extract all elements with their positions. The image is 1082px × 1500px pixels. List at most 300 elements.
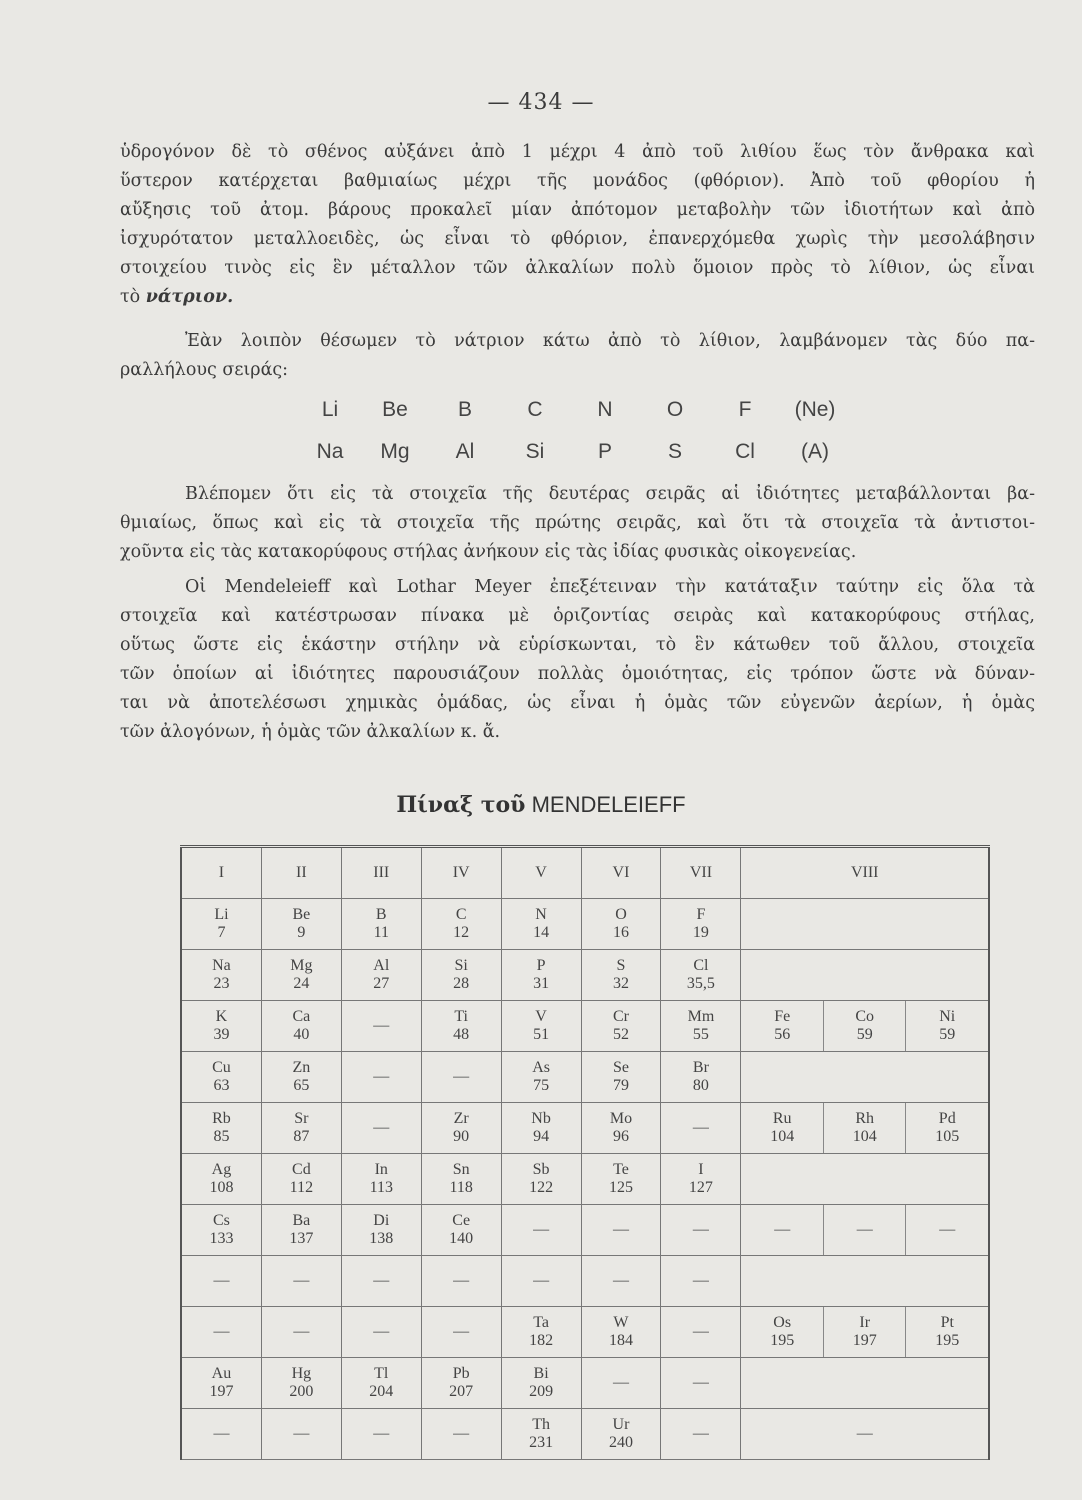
element-symbol: Cr bbox=[612, 1008, 629, 1025]
element-symbol: Ca bbox=[292, 1008, 311, 1025]
group-viii-cell bbox=[741, 1205, 989, 1256]
text-line: αὔξησις τοῦ ἀτομ. βάρους προκαλεῖ μίαν ἀπότομον μεταβολὴν τῶν ἰδιοτήτων καὶ ἀπὸ bbox=[120, 200, 1035, 220]
table-cell bbox=[341, 1307, 421, 1358]
element-symbol: Th bbox=[532, 1416, 550, 1433]
table-row bbox=[181, 1154, 989, 1205]
element-symbol: Mm bbox=[687, 1008, 715, 1025]
column-header: IV bbox=[421, 847, 501, 899]
element-symbol: Zn bbox=[292, 1059, 311, 1076]
element-symbol: — bbox=[453, 1272, 470, 1289]
element-symbol: — bbox=[373, 1425, 390, 1442]
atomic-weight: 137 bbox=[289, 1230, 314, 1247]
triad-element bbox=[741, 1409, 988, 1459]
element-symbol: Pb bbox=[452, 1365, 470, 1382]
table-cell bbox=[261, 950, 341, 1001]
table-row bbox=[181, 899, 989, 950]
atomic-weight: 23 bbox=[213, 975, 230, 992]
table-cell bbox=[501, 1103, 581, 1154]
element-symbol: — bbox=[533, 1221, 550, 1238]
series-element: Al bbox=[455, 440, 475, 463]
triad-element bbox=[905, 1307, 988, 1357]
element-symbol: Nb bbox=[531, 1110, 551, 1127]
atomic-weight: 59 bbox=[939, 1026, 956, 1043]
element-symbol: Rb bbox=[212, 1110, 231, 1127]
element-symbol: — bbox=[856, 1221, 873, 1238]
group-viii-cell bbox=[741, 899, 989, 950]
series-element: Li bbox=[321, 398, 339, 421]
triad-element bbox=[741, 1307, 823, 1357]
element-symbol: Li bbox=[214, 906, 229, 923]
paragraph-3 bbox=[120, 480, 1035, 567]
emphasized-term: νάτριον. bbox=[145, 287, 234, 307]
text-line: ὑδρογόνον δὲ τὸ σθένος αὐξάνει ἀπὸ 1 μέχρι 4 ἀπὸ τοῦ λιθίου ἕως τὸν ἄνθρακα καὶ bbox=[120, 142, 1035, 162]
atomic-weight: 52 bbox=[612, 1026, 629, 1043]
atomic-weight: 31 bbox=[533, 975, 550, 992]
element-symbol: In bbox=[374, 1161, 388, 1178]
element-symbol: — bbox=[373, 1272, 390, 1289]
series-element: Cl bbox=[735, 440, 755, 463]
table-cell bbox=[661, 1256, 741, 1307]
atomic-weight: 12 bbox=[453, 924, 470, 941]
table-cell bbox=[581, 1307, 661, 1358]
element-symbol: Ti bbox=[454, 1008, 468, 1025]
group-viii-cell bbox=[741, 1307, 989, 1358]
atomic-weight: 24 bbox=[293, 975, 310, 992]
element-symbol: Pd bbox=[938, 1110, 956, 1127]
series-element: C bbox=[527, 398, 543, 421]
table-cell bbox=[181, 1154, 261, 1205]
table-cell bbox=[181, 1001, 261, 1052]
paragraph-1 bbox=[120, 138, 1035, 312]
atomic-weight: 40 bbox=[293, 1026, 310, 1043]
table-cell bbox=[581, 1052, 661, 1103]
atomic-weight: 19 bbox=[692, 924, 709, 941]
element-symbol: Cl bbox=[693, 957, 709, 974]
table-header-row bbox=[181, 847, 989, 899]
element-symbol: — bbox=[373, 1017, 390, 1034]
atomic-weight: 94 bbox=[533, 1128, 550, 1145]
element-symbol: Pt bbox=[940, 1314, 954, 1331]
group-viii-cell bbox=[741, 1409, 989, 1460]
series-element: Mg bbox=[380, 440, 410, 463]
atomic-weight: 105 bbox=[935, 1128, 960, 1145]
column-header: III bbox=[341, 847, 421, 899]
atomic-weight: 51 bbox=[533, 1026, 550, 1043]
table-cell bbox=[181, 1052, 261, 1103]
paragraph-2 bbox=[120, 327, 1035, 385]
element-symbol: Sb bbox=[532, 1161, 550, 1178]
table-cell bbox=[501, 1052, 581, 1103]
table-cell bbox=[581, 1154, 661, 1205]
element-symbol: Ba bbox=[292, 1212, 311, 1229]
table-cell bbox=[261, 1256, 341, 1307]
triad-element bbox=[741, 1205, 823, 1255]
text-fragment: τὸ bbox=[120, 287, 146, 307]
atomic-weight: 63 bbox=[213, 1077, 230, 1094]
element-symbol: Rh bbox=[855, 1110, 875, 1127]
series-element: B bbox=[457, 398, 472, 421]
atomic-weight: 32 bbox=[612, 975, 629, 992]
table-cell bbox=[661, 950, 741, 1001]
element-symbol: Ni bbox=[939, 1008, 956, 1025]
table-cell bbox=[421, 1205, 501, 1256]
group-viii-triad bbox=[741, 1205, 988, 1255]
atomic-weight: 231 bbox=[529, 1434, 554, 1451]
table-cell bbox=[581, 950, 661, 1001]
table-row bbox=[181, 1103, 989, 1154]
table-cell bbox=[261, 899, 341, 950]
table-cell bbox=[661, 1052, 741, 1103]
series-element: Si bbox=[525, 440, 545, 463]
atomic-weight: 96 bbox=[612, 1128, 629, 1145]
element-symbol: Al bbox=[373, 957, 390, 974]
text-line: θμιαίως, ὅπως καὶ εἰς τὰ στοιχεῖα τῆς πρώτης σειρᾶς, καὶ ὅτι τὰ στοιχεῖα τὰ ἀντιστοι- bbox=[120, 513, 1035, 533]
table-cell bbox=[421, 1001, 501, 1052]
table-cell bbox=[501, 1154, 581, 1205]
series-element: (Ne) bbox=[794, 398, 836, 421]
element-symbol: Ag bbox=[211, 1161, 232, 1178]
table-cell bbox=[421, 1103, 501, 1154]
atomic-weight: 204 bbox=[369, 1383, 394, 1400]
table-cell bbox=[261, 1052, 341, 1103]
table-cell bbox=[501, 1358, 581, 1409]
atomic-weight: 14 bbox=[533, 924, 550, 941]
triad-element bbox=[823, 1205, 906, 1255]
table-cell bbox=[341, 950, 421, 1001]
element-symbol: C bbox=[455, 906, 467, 923]
table-cell bbox=[261, 1307, 341, 1358]
table-row bbox=[181, 950, 989, 1001]
series-element: S bbox=[667, 440, 682, 463]
series-element: F bbox=[738, 398, 752, 421]
atomic-weight: 16 bbox=[612, 924, 629, 941]
text-line: στοιχεῖα καὶ κατέστρωσαν πίνακα μὲ ὁριζοντίας σειρὰς καὶ κατακορύφους στήλας, bbox=[120, 606, 1035, 626]
table-cell bbox=[581, 1256, 661, 1307]
table-cell bbox=[661, 1103, 741, 1154]
table-cell bbox=[421, 899, 501, 950]
table-title-greek: Πίναξ τοῦ bbox=[396, 792, 526, 818]
element-symbol: — bbox=[612, 1374, 629, 1391]
element-symbol: S bbox=[616, 957, 626, 974]
table-cell bbox=[661, 899, 741, 950]
table-cell bbox=[501, 1409, 581, 1460]
group-viii-triad bbox=[741, 1103, 988, 1153]
triad-element bbox=[741, 1103, 823, 1153]
table-cell bbox=[501, 1001, 581, 1052]
triad-element bbox=[823, 1307, 906, 1357]
element-symbol: — bbox=[453, 1068, 470, 1085]
element-series-row-2 bbox=[300, 440, 850, 464]
element-symbol: P bbox=[536, 957, 546, 974]
group-viii-cell bbox=[741, 950, 989, 1001]
group-viii-cell bbox=[741, 1001, 989, 1052]
atomic-weight: 65 bbox=[293, 1077, 310, 1094]
atomic-weight: 28 bbox=[453, 975, 470, 992]
atomic-weight: 112 bbox=[289, 1179, 314, 1196]
text-line: Οἱ Mendeleieff καὶ Lothar Meyer ἐπεξέτειναν τὴν κατάταξιν ταύτην εἰς ὅλα τὰ bbox=[185, 577, 1035, 597]
element-symbol: F bbox=[696, 906, 706, 923]
element-symbol: N bbox=[535, 906, 547, 923]
table-cell bbox=[581, 1001, 661, 1052]
atomic-weight: 90 bbox=[453, 1128, 470, 1145]
atomic-weight: 195 bbox=[770, 1332, 795, 1349]
element-symbol: As bbox=[532, 1059, 550, 1076]
text-line: ται νὰ ἀποτελέσωσι χημικὰς ὁμάδας, ὡς εἶναι ἡ ὁμὰς τῶν εὐγενῶν ἀερίων, ἡ ὁμὰς bbox=[120, 693, 1035, 713]
element-symbol: Br bbox=[692, 1059, 709, 1076]
element-symbol: — bbox=[692, 1119, 709, 1136]
table-row bbox=[181, 1052, 989, 1103]
element-symbol: I bbox=[698, 1161, 704, 1178]
atomic-weight: 113 bbox=[369, 1179, 393, 1196]
table-cell bbox=[581, 1205, 661, 1256]
element-symbol: — bbox=[453, 1323, 470, 1340]
element-symbol: — bbox=[213, 1323, 230, 1340]
element-symbol: Si bbox=[454, 957, 468, 974]
element-symbol: Di bbox=[373, 1212, 390, 1229]
element-symbol: Sr bbox=[294, 1110, 309, 1127]
table-cell bbox=[261, 1358, 341, 1409]
text-line: ἰσχυρότατον μεταλλοειδὲς, ὡς εἶναι τὸ φθόριον, ἐπανερχόμεθα χωρὶς τὴν μεσολάβησιν bbox=[120, 229, 1035, 249]
element-symbol: — bbox=[373, 1323, 390, 1340]
series-element: N bbox=[597, 398, 613, 421]
table-cell bbox=[501, 1256, 581, 1307]
column-header: VIII bbox=[741, 847, 989, 899]
table-cell bbox=[181, 1409, 261, 1460]
text-line: ραλλήλους σειράς: bbox=[120, 360, 289, 380]
table-row bbox=[181, 1358, 989, 1409]
atomic-weight: 197 bbox=[852, 1332, 877, 1349]
table-cell bbox=[181, 1103, 261, 1154]
table-cell bbox=[341, 899, 421, 950]
atomic-weight: 11 bbox=[373, 924, 389, 941]
table-cell bbox=[341, 1052, 421, 1103]
table-cell bbox=[181, 899, 261, 950]
table-cell bbox=[421, 1154, 501, 1205]
element-symbol: Co bbox=[855, 1008, 875, 1025]
column-header: I bbox=[181, 847, 261, 899]
element-symbol: Cs bbox=[213, 1212, 230, 1229]
table-cell bbox=[341, 1001, 421, 1052]
text-line bbox=[120, 283, 1035, 312]
atomic-weight: 7 bbox=[217, 924, 226, 941]
triad-element bbox=[741, 1001, 823, 1051]
element-symbol: — bbox=[692, 1272, 709, 1289]
table-cell bbox=[661, 1205, 741, 1256]
group-viii-cell bbox=[741, 1154, 989, 1205]
atomic-weight: 108 bbox=[209, 1179, 234, 1196]
element-symbol: Mg bbox=[290, 957, 313, 974]
atomic-weight: 207 bbox=[449, 1383, 474, 1400]
group-viii-cell bbox=[741, 1256, 989, 1307]
table-cell bbox=[261, 1154, 341, 1205]
table-cell bbox=[421, 1052, 501, 1103]
table-cell bbox=[501, 1205, 581, 1256]
atomic-weight: 39 bbox=[213, 1026, 230, 1043]
element-symbol: — bbox=[293, 1272, 310, 1289]
table-cell bbox=[661, 1409, 741, 1460]
atomic-weight: 140 bbox=[449, 1230, 474, 1247]
element-series-row-1 bbox=[300, 398, 850, 422]
table-cell bbox=[421, 1307, 501, 1358]
atomic-weight: 195 bbox=[935, 1332, 960, 1349]
table-cell bbox=[181, 950, 261, 1001]
element-symbol: Zr bbox=[453, 1110, 469, 1127]
group-viii-triad bbox=[741, 1001, 988, 1051]
column-header: V bbox=[501, 847, 581, 899]
text-line: ὕστερον κατέρχεται βαθμιαίως μέχρι τῆς μονάδος (φθόριον). Ἀπὸ τοῦ φθορίου ἡ bbox=[120, 171, 1035, 191]
element-symbol: Na bbox=[212, 957, 231, 974]
table-row bbox=[181, 1307, 989, 1358]
element-symbol: Mo bbox=[609, 1110, 633, 1127]
element-symbol: — bbox=[453, 1425, 470, 1442]
table-cell bbox=[421, 1256, 501, 1307]
element-symbol: — bbox=[213, 1272, 230, 1289]
atomic-weight: 56 bbox=[774, 1026, 791, 1043]
atomic-weight: 240 bbox=[608, 1434, 633, 1451]
group-viii-cell bbox=[741, 1358, 989, 1409]
triad-element bbox=[905, 1001, 988, 1051]
table-cell bbox=[581, 1409, 661, 1460]
paragraph-4 bbox=[120, 573, 1035, 747]
atomic-weight: 197 bbox=[209, 1383, 234, 1400]
group-viii-triad bbox=[741, 1307, 988, 1357]
table-cell bbox=[661, 1154, 741, 1205]
table-cell bbox=[421, 1409, 501, 1460]
element-symbol: Sn bbox=[452, 1161, 470, 1178]
table-cell bbox=[581, 1103, 661, 1154]
element-symbol: — bbox=[373, 1119, 390, 1136]
atomic-weight: 75 bbox=[533, 1077, 550, 1094]
column-header: II bbox=[261, 847, 341, 899]
element-symbol: Te bbox=[613, 1161, 629, 1178]
table-row bbox=[181, 1205, 989, 1256]
series-element: Be bbox=[382, 398, 408, 421]
element-symbol: Os bbox=[773, 1314, 792, 1331]
table-cell bbox=[341, 1358, 421, 1409]
column-header: VII bbox=[661, 847, 741, 899]
element-symbol: — bbox=[293, 1323, 310, 1340]
element-symbol: Hg bbox=[291, 1365, 312, 1382]
element-symbol: O bbox=[615, 906, 627, 923]
atomic-weight: 127 bbox=[688, 1179, 713, 1196]
group-viii-cell bbox=[741, 1103, 989, 1154]
table-cell bbox=[421, 1358, 501, 1409]
table-cell bbox=[501, 950, 581, 1001]
atomic-weight: 59 bbox=[856, 1026, 873, 1043]
atomic-weight: 184 bbox=[608, 1332, 633, 1349]
element-symbol: Ce bbox=[452, 1212, 471, 1229]
element-symbol: Ir bbox=[859, 1314, 871, 1331]
table-row bbox=[181, 1409, 989, 1460]
text-line: Ἐὰν λοιπὸν θέσωμεν τὸ νάτριον κάτω ἀπὸ τὸ λίθιον, λαμβάνομεν τὰς δύο πα- bbox=[185, 331, 1035, 351]
triad-element bbox=[905, 1103, 988, 1153]
series-element: (A) bbox=[801, 440, 829, 463]
element-symbol: — bbox=[373, 1068, 390, 1085]
atomic-weight: 87 bbox=[293, 1128, 310, 1145]
atomic-weight: 118 bbox=[449, 1179, 473, 1196]
element-symbol: — bbox=[533, 1272, 550, 1289]
atomic-weight: 138 bbox=[369, 1230, 394, 1247]
table-cell bbox=[661, 1001, 741, 1052]
series-element: O bbox=[666, 398, 684, 421]
text-line: τῶν ἀλογόνων, ἡ ὁμὰς τῶν ἀλκαλίων κ. ἄ. bbox=[120, 722, 501, 742]
element-symbol: V bbox=[535, 1008, 547, 1025]
triad-element bbox=[823, 1001, 906, 1051]
table-cell bbox=[261, 1409, 341, 1460]
element-symbol: — bbox=[692, 1374, 709, 1391]
atomic-weight: 122 bbox=[529, 1179, 554, 1196]
table-cell bbox=[181, 1307, 261, 1358]
atomic-weight: 104 bbox=[770, 1128, 795, 1145]
table-cell bbox=[261, 1001, 341, 1052]
element-symbol: Tl bbox=[374, 1365, 389, 1382]
atomic-weight: 125 bbox=[608, 1179, 633, 1196]
element-symbol: — bbox=[774, 1221, 791, 1238]
element-symbol: Au bbox=[211, 1365, 232, 1382]
element-symbol: — bbox=[213, 1425, 230, 1442]
element-symbol: — bbox=[293, 1425, 310, 1442]
table-body bbox=[181, 899, 989, 1460]
atomic-weight: 80 bbox=[692, 1077, 709, 1094]
atomic-weight: 85 bbox=[213, 1128, 230, 1145]
table-cell bbox=[501, 899, 581, 950]
text-line: οὕτως ὥστε εἰς ἑκάστην στήλην νὰ εὑρίσκωνται, τὸ ἓν κάτωθεν τοῦ ἄλλου, στοιχεῖα bbox=[120, 635, 1035, 655]
atomic-weight: 209 bbox=[529, 1383, 554, 1400]
atomic-weight: 133 bbox=[209, 1230, 234, 1247]
atomic-weight: 27 bbox=[373, 975, 390, 992]
element-symbol: Be bbox=[292, 906, 311, 923]
table-cell bbox=[261, 1103, 341, 1154]
atomic-weight: 104 bbox=[852, 1128, 877, 1145]
table-cell bbox=[181, 1358, 261, 1409]
table-row bbox=[181, 1256, 989, 1307]
page-number: — 434 — bbox=[487, 90, 595, 115]
atomic-weight: 55 bbox=[692, 1026, 709, 1043]
element-symbol: Ru bbox=[772, 1110, 792, 1127]
triad-element bbox=[823, 1103, 906, 1153]
table-cell bbox=[181, 1205, 261, 1256]
table-cell bbox=[341, 1205, 421, 1256]
atomic-weight: 48 bbox=[453, 1026, 470, 1043]
element-symbol: — bbox=[856, 1425, 873, 1442]
element-symbol: Bi bbox=[533, 1365, 549, 1382]
table-cell bbox=[581, 1358, 661, 1409]
element-symbol: — bbox=[612, 1272, 629, 1289]
element-symbol: Se bbox=[612, 1059, 629, 1076]
atomic-weight: 200 bbox=[289, 1383, 314, 1400]
table-cell bbox=[581, 899, 661, 950]
group-viii-cell bbox=[741, 1052, 989, 1103]
atomic-weight: 9 bbox=[297, 924, 306, 941]
text-line: Βλέπομεν ὅτι εἰς τὰ στοιχεῖα τῆς δευτέρας σειρᾶς αἱ ἰδιότητες μεταβάλλονται βα- bbox=[185, 484, 1035, 504]
table-title-latin: MENDELEIEFF bbox=[531, 792, 686, 817]
element-symbol: Ur bbox=[612, 1416, 630, 1433]
atomic-weight: 79 bbox=[612, 1077, 629, 1094]
table-cell bbox=[661, 1307, 741, 1358]
atomic-weight: 35,5 bbox=[686, 975, 715, 992]
table-cell bbox=[341, 1154, 421, 1205]
element-symbol: — bbox=[612, 1221, 629, 1238]
series-element: Na bbox=[316, 440, 344, 463]
element-symbol: — bbox=[692, 1425, 709, 1442]
table-cell bbox=[341, 1256, 421, 1307]
table-title bbox=[0, 792, 1082, 818]
table-cell bbox=[261, 1205, 341, 1256]
column-header: VI bbox=[581, 847, 661, 899]
series-element: P bbox=[597, 440, 612, 463]
table-cell bbox=[341, 1409, 421, 1460]
text-line: στοιχείου τινὸς εἰς ἓν μέταλλον τῶν ἀλκαλίων πολὺ ὅμοιον πρὸς τὸ λίθιον, ὡς εἶναι bbox=[120, 258, 1035, 278]
